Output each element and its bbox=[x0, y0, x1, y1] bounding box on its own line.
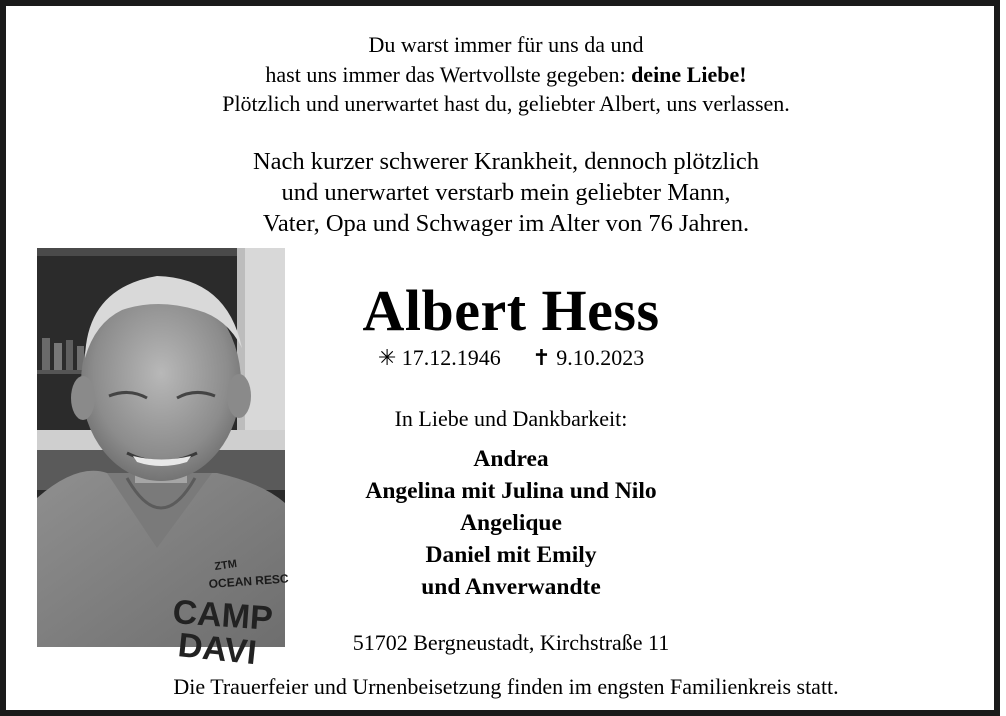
deceased-name: Albert Hess bbox=[362, 278, 660, 343]
mourner-entry: Daniel mit Emily bbox=[425, 542, 597, 568]
mourner-entry: Angelique bbox=[460, 510, 562, 536]
shirt-print-line-1: ZTM bbox=[213, 557, 238, 573]
family-address: 51702 Bergneustadt, Kirchstraße 11 bbox=[352, 630, 670, 655]
intro-line-1: Du warst immer für uns da und bbox=[368, 32, 644, 57]
mourners-list bbox=[286, 443, 736, 603]
intro-line-2 bbox=[6, 60, 1006, 90]
shirt-print-line-3: CAMP bbox=[171, 593, 274, 638]
mourner-entry: und Anverwandte bbox=[421, 574, 601, 600]
shirt-print-line-2: OCEAN RESC bbox=[208, 571, 290, 591]
life-dates bbox=[286, 343, 736, 373]
portrait-photo bbox=[37, 248, 290, 673]
announcement-line: Nach kurzer schwerer Krankheit, dennoch plötzlich bbox=[252, 148, 760, 175]
funeral-notice: Die Trauerfeier und Urnenbeisetzung finden im engsten Familienkreis statt. bbox=[173, 674, 839, 699]
mourners-heading: In Liebe und Dankbarkeit: bbox=[394, 406, 628, 431]
mourner-entry: Angelina mit Julina und Nilo bbox=[365, 478, 657, 504]
birth-date: 17.12.1946 bbox=[401, 345, 501, 370]
intro-line-2-text: hast uns immer das Wertvollste gegeben: bbox=[265, 61, 632, 87]
death-cross-icon: ✝ bbox=[532, 345, 551, 370]
death-announcement bbox=[6, 146, 1006, 239]
death-date: 9.10.2023 bbox=[556, 345, 645, 370]
shirt-print-line-4: DAVI bbox=[176, 626, 259, 673]
announcement-line: Vater, Opa und Schwager im Alter von 76 Jahren. bbox=[262, 210, 750, 237]
intro-line-2-emphasis: deine Liebe! bbox=[631, 61, 747, 87]
intro-line-3: Plötzlich und unerwartet hast du, geliebter Albert, uns verlassen. bbox=[222, 91, 790, 116]
mourner-entry: Andrea bbox=[473, 446, 549, 472]
announcement-line: und unerwartet verstarb mein geliebter Mann, bbox=[281, 179, 731, 206]
birth-star-icon: ✳ bbox=[377, 345, 397, 370]
intro-verse bbox=[6, 30, 1006, 119]
